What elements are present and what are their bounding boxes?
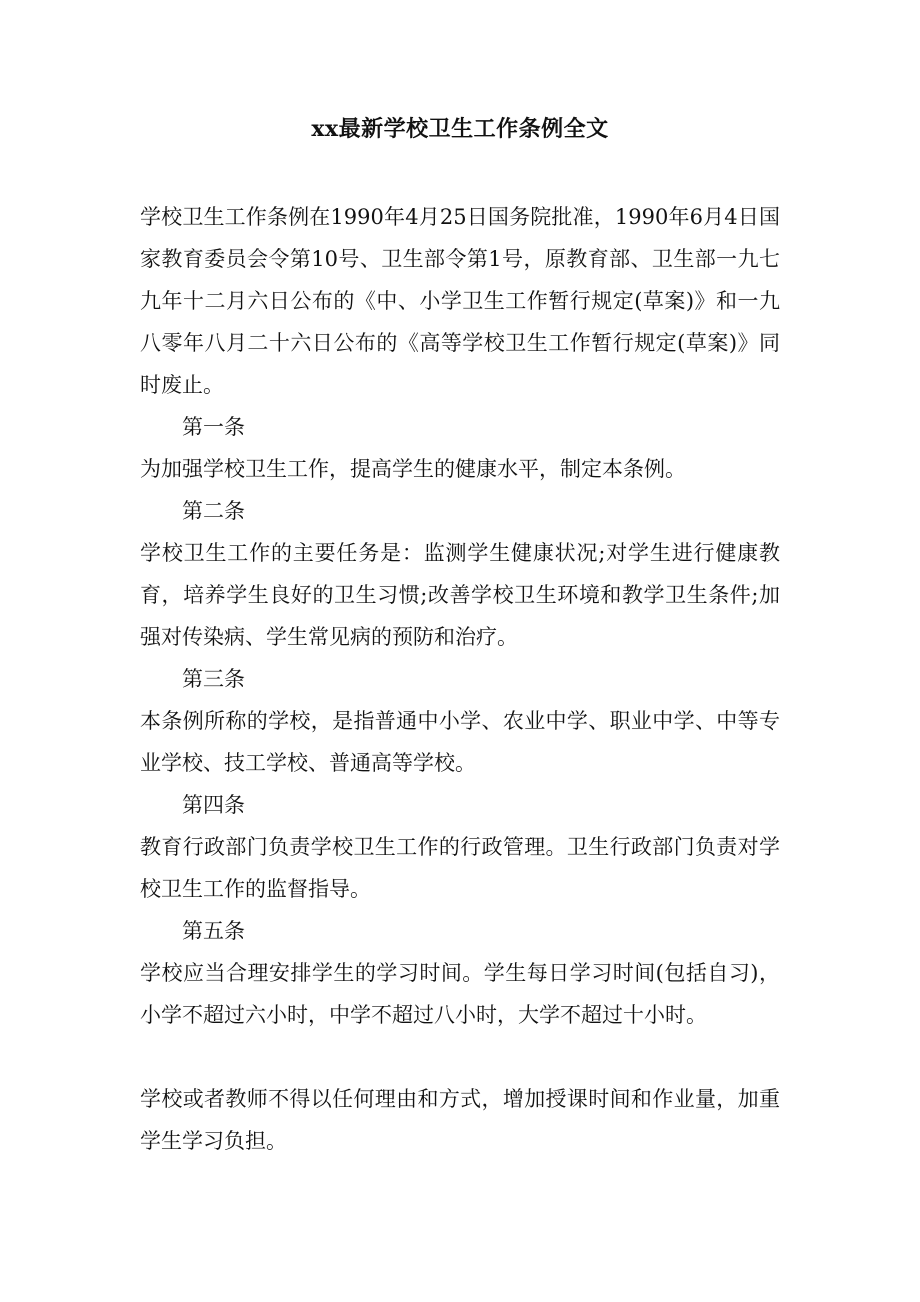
article-5-text: 学校应当合理安排学生的学习时间。学生每日学习时间(包括自习)，小学不超过六小时，中学不超过八小时，大学不超过十小时。 [140, 961, 780, 1027]
article-1-heading: 第一条 [182, 415, 245, 439]
article-5-heading: 第五条 [182, 919, 245, 943]
article-2-text: 学校卫生工作的主要任务是：监测学生健康状况;对学生进行健康教育，培养学生良好的卫生习惯;改善学校卫生环境和教学卫生条件;加强对传染病、学生常见病的预防和治疗。 [140, 541, 780, 649]
document-body [140, 196, 780, 1162]
paragraph-gap [140, 1036, 780, 1078]
article-4-heading: 第四条 [182, 793, 245, 817]
article-5-extra-text: 学校或者教师不得以任何理由和方式，增加授课时间和作业量，加重学生学习负担。 [140, 1087, 780, 1153]
intro-paragraph: 学校卫生工作条例在1990年4月25日国务院批准，1990年6月4日国家教育委员会令第10号、卫生部令第1号，原教育部、卫生部一九七九年十二月六日公布的《中、小学卫生工作暂行规定(草案)》和一九八零年八月二十六日公布的《高等学校卫生工作暂行规定(草案)》同时废止。 [140, 205, 780, 397]
article-4-text: 教育行政部门负责学校卫生工作的行政管理。卫生行政部门负责对学校卫生工作的监督指导。 [140, 835, 780, 901]
article-1-text: 为加强学校卫生工作，提高学生的健康水平，制定本条例。 [140, 457, 686, 481]
article-3-text: 本条例所称的学校，是指普通中小学、农业中学、职业中学、中等专业学校、技工学校、普通高等学校。 [140, 709, 780, 775]
document-title: xx最新学校卫生工作条例全文 [311, 116, 609, 142]
article-3-heading: 第三条 [182, 667, 245, 691]
article-2-heading: 第二条 [182, 499, 245, 523]
